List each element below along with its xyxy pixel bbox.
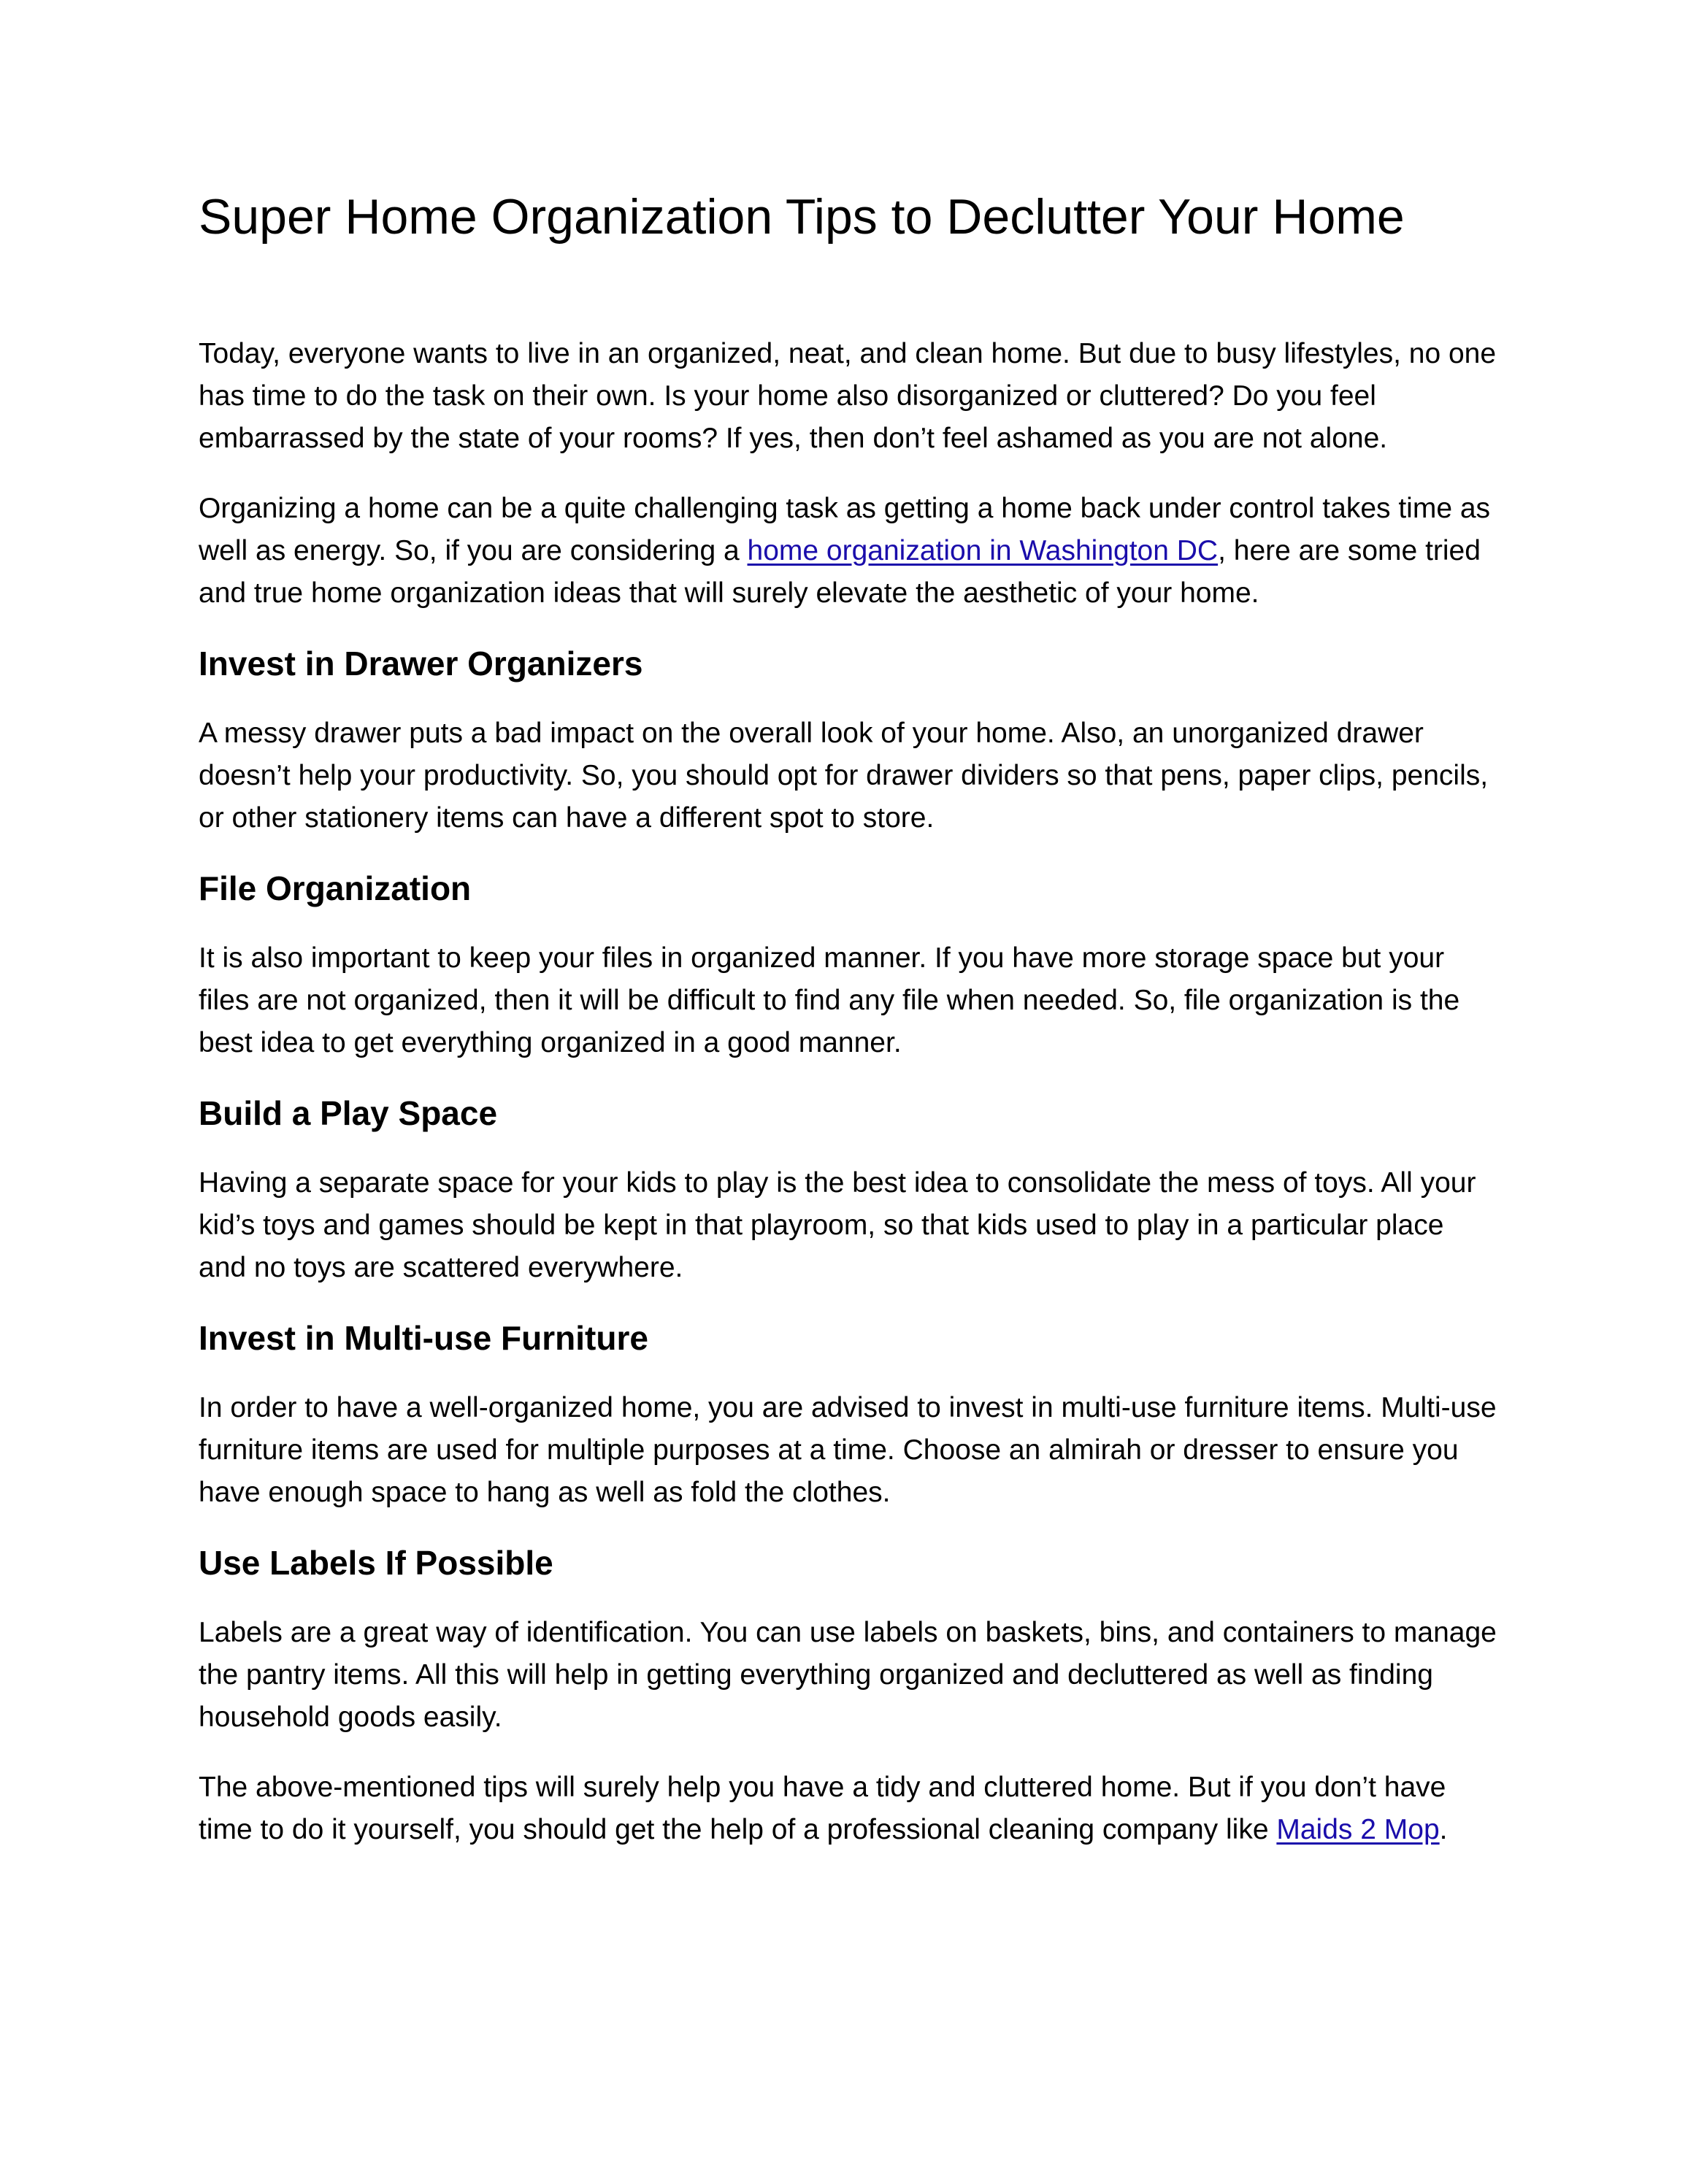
intro-paragraph: Today, everyone wants to live in an organized, neat, and clean home. But due to busy lifestyles, no one has time to do the task on their own. Is your home also disorganized or cluttered? Do you feel embarrassed by the state of your rooms? If yes, then don’t feel ashamed as you are not alone.: [199, 338, 1497, 455]
section-heading-drawer-organizers: Invest in Drawer Organizers: [199, 645, 643, 683]
section-heading-file-organization: File Organization: [199, 869, 472, 908]
maids-2-mop-link[interactable]: Maids 2 Mop: [1276, 1814, 1440, 1846]
section-body-drawer-organizers: A messy drawer puts a bad impact on the overall look of your home. Also, an unorganized drawer doesn’t help your productivity. So, you should opt for drawer dividers so that pens, paper clips, pencils, or other stationery items can have a different spot to store.: [199, 718, 1489, 834]
intro2-text-before: Organizing a home can be a quite challenging task as getting a home back under control takes time as well as energy. So, if you are considering a: [199, 493, 1491, 567]
closing-text-before: The above-mentioned tips will surely help you have a tidy and cluttered home. But if you don’t have time to do it yourself, you should get the help of a professional cleaning company like: [199, 1772, 1446, 1846]
closing-paragraph: [199, 1766, 1498, 1851]
section-heading-multi-use-furniture: Invest in Multi-use Furniture: [199, 1319, 648, 1358]
section-body-file-organization: It is also important to keep your files in organized manner. If you have more storage space but your files are not organized, then it will be difficult to find any file when needed. So, file organization is the best idea to get everything organized in a good manner.: [199, 942, 1460, 1059]
section-body-multi-use-furniture: In order to have a well-organized home, you are advised to invest in multi-use furniture items. Multi-use furniture items are used for multiple purposes at a time. Choose an almirah or dresser to ensure you have enough space to hang as well as fold the clothes.: [199, 1392, 1497, 1509]
section-body-play-space: Having a separate space for your kids to play is the best idea to consolidate the mess of toys. All your kid’s toys and games should be kept in that playroom, so that kids used to play in a particular place and no toys are scattered everywhere.: [199, 1167, 1476, 1284]
document-body: [199, 188, 1498, 1851]
section-body-use-labels: Labels are a great way of identification. You can use labels on baskets, bins, and containers to manage the pantry items. All this will help in getting everything organized and decluttered as well as finding household goods easily.: [199, 1617, 1497, 1734]
closing-text-after: .: [1439, 1814, 1448, 1846]
section-heading-use-labels: Use Labels If Possible: [199, 1544, 553, 1583]
intro2-text-after: , here are some tried and true home organization ideas that will surely elevate the aesthetic of your home.: [199, 535, 1481, 610]
intro-paragraph-2: [199, 488, 1498, 615]
document-title: Super Home Organization Tips to Declutter Your Home: [199, 189, 1405, 245]
home-organization-link[interactable]: home organization in Washington DC: [747, 535, 1219, 567]
section-heading-play-space: Build a Play Space: [199, 1094, 498, 1133]
